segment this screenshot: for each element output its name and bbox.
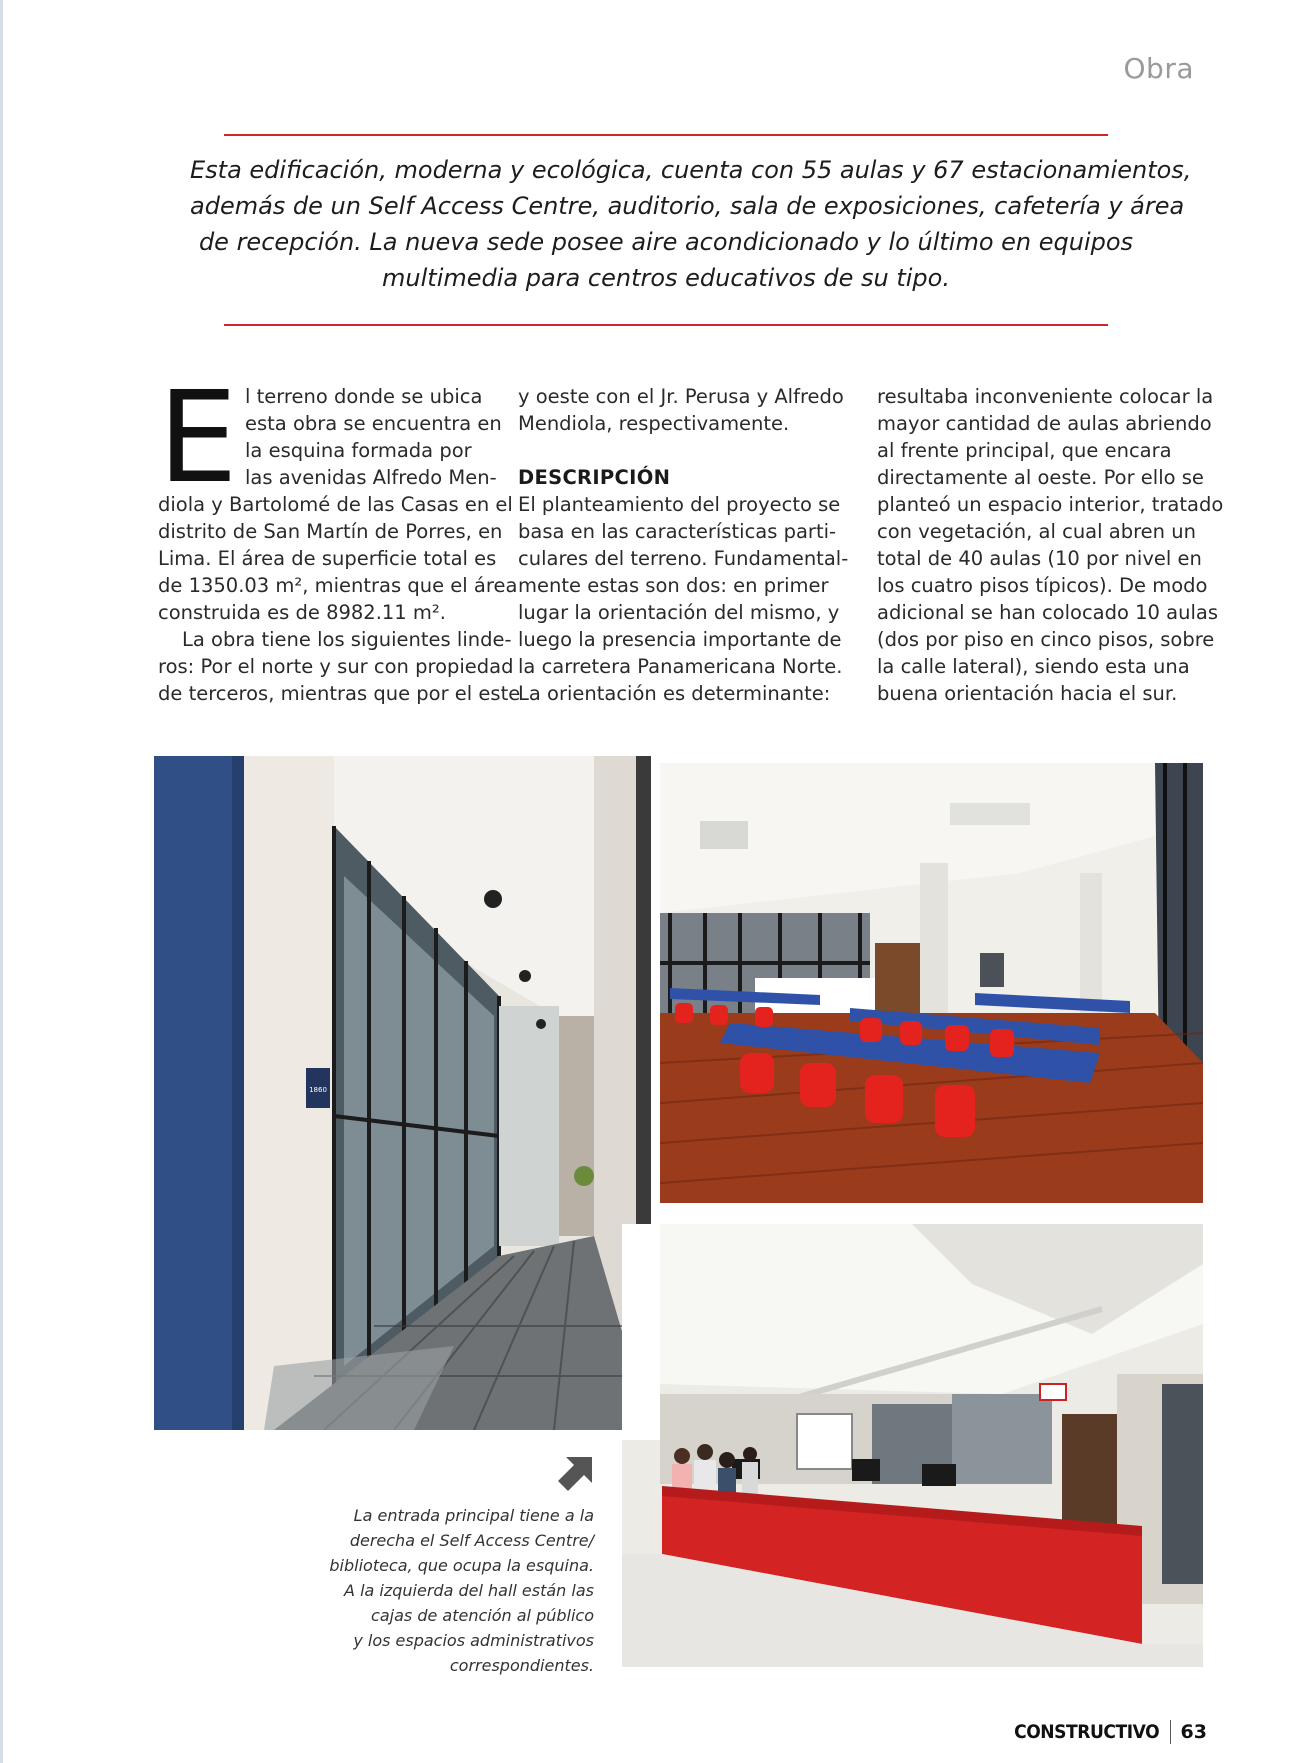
body-line: basa en las características parti- bbox=[518, 520, 837, 543]
body-line: construida es de 8982.11 m². bbox=[158, 601, 446, 624]
body-line: El planteamiento del proyecto se bbox=[518, 493, 841, 516]
body-line: l terreno donde se ubica bbox=[245, 385, 483, 408]
lead-line: Esta edificación, moderna y ecológica, cuenta con 55 aulas y 67 estacionamientos, bbox=[190, 156, 1192, 184]
body-line: los cuatro pisos típicos). De modo bbox=[877, 574, 1208, 597]
bottom-rule bbox=[224, 324, 1108, 326]
dropcap: E bbox=[158, 364, 238, 511]
body-line: la esquina formada por bbox=[245, 439, 472, 462]
body-line: con vegetación, al cual abren un bbox=[877, 520, 1196, 543]
caption-line: derecha el Self Access Centre/ bbox=[349, 1531, 594, 1550]
body-line: lugar la orientación del mismo, y bbox=[518, 601, 840, 624]
body-line: de 1350.03 m², mientras que el área bbox=[158, 574, 518, 597]
body-line: culares del terreno. Fundamental- bbox=[518, 547, 849, 570]
photo-entrance-hall bbox=[154, 756, 651, 1430]
body-line: al frente principal, que encara bbox=[877, 439, 1172, 462]
photo-library bbox=[660, 763, 1203, 1203]
section-heading: DESCRIPCIÓN bbox=[518, 466, 671, 489]
body-line: resultaba inconveniente colocar la bbox=[877, 385, 1214, 408]
body-column-3 bbox=[877, 383, 1224, 707]
body-column-1 bbox=[158, 364, 521, 707]
lead-line: además de un Self Access Centre, auditorio, sala de exposiciones, cafetería y área bbox=[190, 192, 1185, 220]
body-line: la calle lateral), siendo esta una bbox=[877, 655, 1190, 678]
caption-line: cajas de atención al público bbox=[371, 1606, 594, 1625]
top-rule bbox=[224, 134, 1108, 136]
body-line: directamente al oeste. Por ello se bbox=[877, 466, 1204, 489]
body-line: ros: Por el norte y sur con propiedad bbox=[158, 655, 514, 678]
body-line: mente estas son dos: en primer bbox=[518, 574, 829, 597]
lead-line: de recepción. La nueva sede posee aire acondicionado y lo último en equipos bbox=[198, 228, 1134, 256]
northeast-arrow-icon bbox=[558, 1453, 596, 1491]
body-line: luego la presencia importante de bbox=[518, 628, 842, 651]
line-gap bbox=[518, 437, 850, 464]
footer-separator bbox=[1170, 1720, 1171, 1744]
page-number: 63 bbox=[1180, 1721, 1207, 1743]
body-line: la carretera Panamericana Norte. bbox=[518, 655, 843, 678]
lead-paragraph bbox=[190, 152, 1192, 296]
body-line: total de 40 aulas (10 por nivel en bbox=[877, 547, 1202, 570]
body-line: planteó un espacio interior, tratado bbox=[877, 493, 1224, 516]
body-line: diola y Bartolomé de las Casas en el bbox=[158, 493, 513, 516]
page-edge bbox=[0, 0, 3, 1763]
body-line: Lima. El área de superficie total es bbox=[158, 547, 497, 570]
lead-line: multimedia para centros educativos de su tipo. bbox=[382, 264, 950, 292]
body-line: y oeste con el Jr. Perusa y Alfredo bbox=[518, 385, 844, 408]
body-line: mayor cantidad de aulas abriendo bbox=[877, 412, 1212, 435]
body-line: Mendiola, respectivamente. bbox=[518, 412, 790, 435]
magazine-brand: CONSTRUCTIVO bbox=[1014, 1721, 1160, 1743]
caption-line: correspondientes. bbox=[449, 1656, 594, 1675]
caption-line: biblioteca, que ocupa la esquina. bbox=[329, 1556, 594, 1575]
caption-line: La entrada principal tiene a la bbox=[353, 1506, 594, 1525]
page-footer bbox=[998, 1717, 1207, 1747]
body-line: las avenidas Alfredo Men- bbox=[245, 466, 497, 489]
body-line: La orientación es determinante: bbox=[518, 682, 831, 705]
caption-line: A la izquierda del hall están las bbox=[344, 1581, 594, 1600]
section-label: Obra bbox=[1123, 52, 1194, 85]
body-line: de terceros, mientras que por el este bbox=[158, 682, 521, 705]
body-line: adicional se han colocado 10 aulas bbox=[877, 601, 1218, 624]
photo-reception bbox=[622, 1224, 1203, 1667]
body-line: esta obra se encuentra en bbox=[245, 412, 502, 435]
body-line: (dos por piso en cinco pisos, sobre bbox=[877, 628, 1215, 651]
body-line: buena orientación hacia el sur. bbox=[877, 682, 1178, 705]
body-column-2 bbox=[518, 383, 850, 707]
entrance-sign-number: 1860 bbox=[309, 1086, 327, 1094]
body-line: distrito de San Martín de Porres, en bbox=[158, 520, 503, 543]
body-line: La obra tiene los siguientes linde- bbox=[182, 628, 512, 651]
photo-caption bbox=[300, 1503, 594, 1678]
caption-line: y los espacios administrativos bbox=[353, 1631, 594, 1650]
